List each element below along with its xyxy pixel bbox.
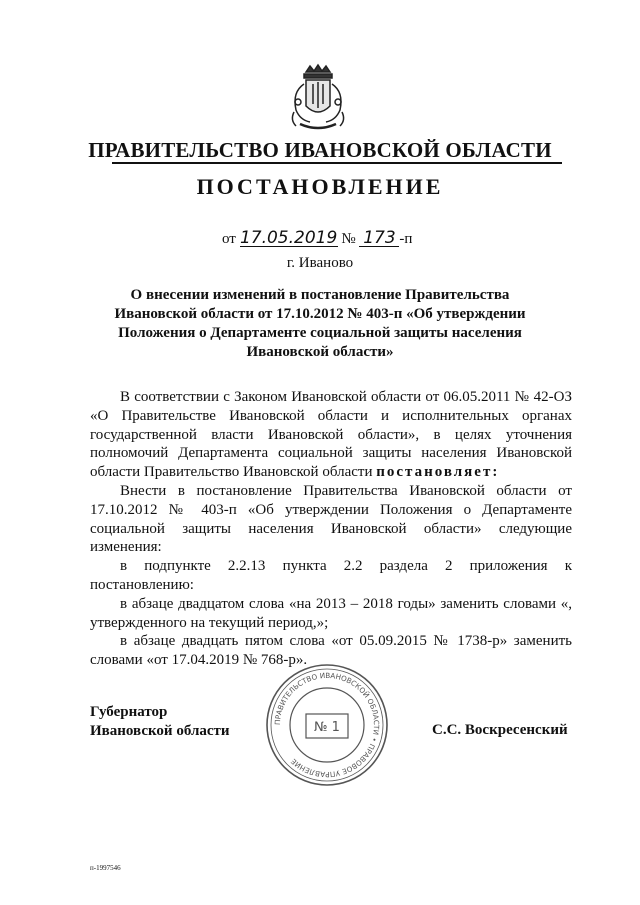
document-body: [90, 388, 572, 670]
official-seal: [262, 660, 392, 790]
paragraph-subclause: в подпункте 2.2.13 пункта 2.2 раздела 2 приложения к постановлению:: [90, 558, 572, 593]
signatory-name: С.С. Воскресенский: [432, 722, 568, 738]
number-prefix: №: [341, 231, 356, 247]
paragraph-preamble: [90, 388, 572, 482]
date-prefix: от: [222, 231, 236, 247]
decision-word: постановляет:: [376, 464, 500, 481]
signatory-position: [90, 703, 230, 741]
svg-text:№ 1: № 1: [314, 720, 340, 735]
paragraph-amend: Внести в постановление Правительства Ивановской области от 17.10.2012 № 403-п «Об утверждении Положения о Департаменте социальной защиты населения Ивановской области» следующие изменения:: [90, 482, 572, 556]
city: г. Иваново: [286, 255, 354, 271]
svg-text:ПРАВИТЕЛЬСТВО ИВАНОВСКОЙ ОБЛАС: ПРАВИТЕЛЬСТВО ИВАНОВСКОЙ ОБЛАСТИ • ПРАВОВОЕ УПРАВЛЕНИЕ: [272, 670, 382, 780]
handwritten-number: 173: [359, 230, 399, 247]
document-type: ПОСТАНОВЛЕНИЕ: [196, 174, 444, 199]
position-line-2: Ивановской области: [90, 723, 230, 739]
preamble-text: В соответствии с Законом Ивановской области от 06.05.2011 № 42-ОЗ «О Правительстве Ивановской области и исполнительных органах государственной власти Ивановской области», в целях уточнения полномочий Департамента социальной защиты населения Ивановской области Правительство Ивановской области: [90, 389, 572, 481]
paragraph-change-2: в абзаце двадцать пятом слова «от 05.09.2015 № 1738-р» заменить словами «от 17.04.2019 № 768-р».: [90, 633, 572, 669]
number-suffix: -п: [399, 231, 413, 247]
position-line-1: Губернатор: [90, 704, 168, 720]
document-code: п-1997546: [90, 864, 121, 872]
date-number-line: [222, 230, 412, 248]
handwritten-date: 17.05.2019: [239, 228, 338, 248]
paragraph-change-1: в абзаце двадцатом слова «на 2013 – 2018 годы» заменить словами «, утвержденного на текущий период,»;: [90, 595, 572, 631]
document-subject: О внесении изменений в постановление Правительства Ивановской области от 17.10.2012 № 403-п «Об утверждении Положения о Департаменте социальной защиты населения Ивановской области»: [114, 287, 526, 360]
title-underline: [112, 162, 562, 164]
coat-of-arms-icon: [286, 62, 350, 132]
organization-title: ПРАВИТЕЛЬСТВО ИВАНОВСКОЙ ОБЛАСТИ: [88, 138, 552, 162]
